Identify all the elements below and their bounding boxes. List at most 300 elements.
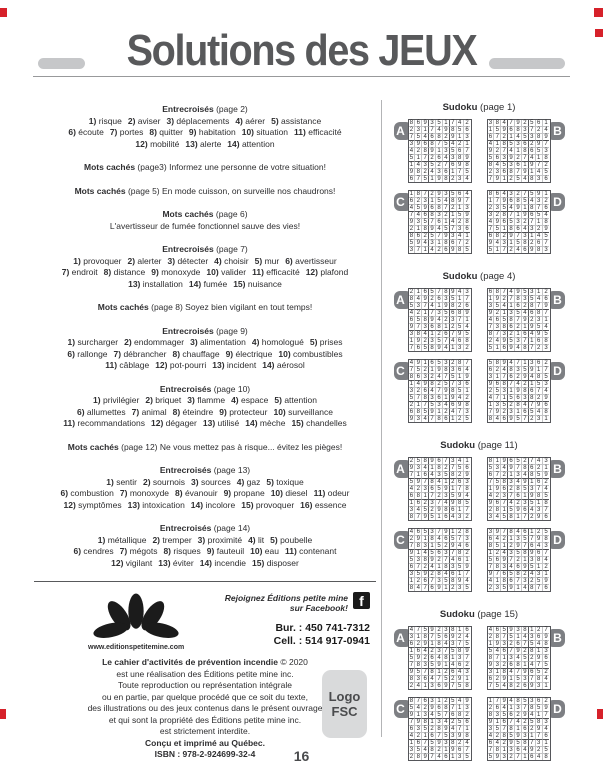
sudoku-cell: 1	[422, 247, 429, 253]
solution-item: 10) combustibles	[278, 348, 343, 359]
sudoku-cell: 3	[544, 719, 548, 725]
sudoku-cell: 3	[465, 205, 469, 211]
sudoku-cell: 4	[429, 676, 436, 683]
sudoku-cell: 9	[443, 529, 450, 536]
sudoku-cell: 7	[544, 627, 548, 633]
sudoku-cell: 9	[488, 148, 495, 155]
solution-heading: Mots cachés (page3) Informez une personne de votre situation!	[84, 162, 326, 172]
sudoku-cell: 6	[415, 345, 422, 351]
sudoku-cell: 1	[457, 134, 464, 141]
sudoku-cell: 7	[488, 683, 495, 689]
solution-item: 4) lit	[248, 534, 265, 545]
sudoku-cell: 8	[457, 310, 464, 317]
sudoku-cell: 2	[436, 381, 443, 388]
sudoku-cell: 1	[494, 578, 501, 585]
solution-item: 9) électrique	[225, 348, 273, 359]
sudoku-cell: 3	[422, 198, 429, 205]
sudoku-cell: 5	[544, 169, 548, 175]
sudoku-grid-b	[487, 119, 562, 183]
sudoku-cell: 5	[443, 676, 450, 683]
sudoku-cell: 6	[508, 712, 515, 719]
sudoku-cell: 8	[501, 578, 508, 585]
sudoku-cell: 5	[494, 479, 501, 486]
sudoku-cell: 2	[415, 578, 422, 585]
sudoku-cell: 7	[488, 226, 495, 233]
sudoku-cell: 2	[515, 683, 522, 689]
sudoku-cell: 4	[457, 698, 464, 705]
sudoku-cell: 7	[494, 472, 501, 479]
sudoku-cell: 5	[544, 662, 548, 668]
sudoku-cell: 2	[501, 409, 508, 416]
sudoku-grid-label: B	[547, 122, 565, 140]
sudoku-cell: 1	[415, 289, 422, 296]
sudoku-grid-label: A	[394, 122, 412, 140]
sudoku-cell: 4	[488, 627, 495, 634]
sudoku-cell: 2	[544, 564, 548, 570]
sudoku-cell: 2	[522, 219, 529, 226]
sudoku-cell: 5	[494, 683, 501, 689]
sudoku-cell: 1	[544, 191, 548, 197]
sudoku-cell: 2	[501, 472, 508, 479]
sudoku-cell: 8	[465, 733, 469, 739]
sudoku-cell: 7	[544, 310, 548, 316]
sudoku-cell: 1	[415, 226, 422, 233]
sudoku-cell: 1	[436, 564, 443, 571]
sudoku-cell: 9	[450, 134, 457, 141]
sudoku-cell: 7	[501, 289, 508, 296]
sudoku-cell: 6	[494, 317, 501, 324]
sudoku-cell: 7	[450, 120, 457, 127]
sudoku-cell: 2	[409, 536, 416, 543]
sudoku-cell: 7	[422, 191, 429, 198]
sudoku-cell: 7	[409, 662, 416, 669]
sudoku-cell: 8	[508, 317, 515, 324]
sudoku-cell: 6	[529, 754, 536, 760]
sudoku-cell: 2	[409, 226, 416, 233]
sudoku-cell: 7	[544, 712, 548, 718]
sudoku-cell: 3	[450, 641, 457, 648]
sudoku-cell: 1	[409, 191, 416, 198]
sudoku-cell: 2	[536, 345, 543, 351]
sudoku-cell: 3	[436, 310, 443, 317]
sudoku-cell: 9	[457, 331, 464, 338]
solution-item: 14) incendie	[199, 557, 247, 568]
sudoku-cell: 8	[515, 296, 522, 303]
solution-heading: Entrecroisés (page 7)	[162, 244, 248, 254]
sudoku-cell: 4	[436, 754, 443, 760]
solution-block	[32, 384, 378, 430]
sudoku-cell: 6	[429, 733, 436, 740]
sudoku-cell: 8	[429, 381, 436, 388]
sudoku-cell: 1	[522, 754, 529, 760]
sudoku-cell: 9	[488, 500, 495, 507]
sudoku-cell: 2	[515, 191, 522, 198]
sudoku-cell: 5	[429, 233, 436, 240]
sudoku-cell: 5	[494, 388, 501, 395]
sudoku-cell: 6	[429, 585, 436, 591]
sudoku-cell: 1	[494, 374, 501, 381]
sudoku-cell: 6	[422, 472, 429, 479]
sudoku-cell: 7	[515, 233, 522, 240]
sudoku-cell: 6	[529, 212, 536, 219]
sudoku-cell: 2	[488, 205, 495, 212]
solution-item: 13) installation	[128, 278, 183, 289]
solution-item: 14) incolore	[190, 499, 236, 510]
sudoku-cell: 8	[415, 191, 422, 198]
sudoku-cell: 9	[415, 655, 422, 662]
sudoku-cell: 6	[450, 240, 457, 247]
sudoku-cell: 5	[529, 500, 536, 507]
sudoku-cell: 6	[465, 127, 469, 133]
sudoku-cell: 3	[544, 458, 548, 464]
sudoku-cell: 1	[508, 388, 515, 395]
sudoku-cell: 8	[494, 507, 501, 514]
sudoku-cell: 1	[544, 416, 548, 422]
sudoku-cell: 3	[515, 338, 522, 345]
sudoku-cell: 9	[422, 120, 429, 127]
sudoku-cell: 8	[457, 550, 464, 557]
sudoku-cell: 7	[544, 367, 548, 373]
sudoku-cell: 3	[536, 571, 543, 578]
sudoku-cell: 3	[422, 662, 429, 669]
sudoku-cell: 7	[429, 493, 436, 500]
sudoku-cell: 8	[544, 155, 548, 161]
sudoku-cell: 7	[415, 324, 422, 331]
sudoku-grid-label: C	[394, 193, 412, 211]
sudoku-cell: 9	[522, 374, 529, 381]
sudoku-cell: 8	[436, 134, 443, 141]
solution-heading: Entrecroisés (page 10)	[159, 383, 251, 394]
sudoku-cell: 3	[501, 331, 508, 338]
sudoku-cell: 7	[422, 155, 429, 162]
sudoku-cell: 4	[443, 155, 450, 162]
sudoku-grid	[487, 697, 551, 761]
sudoku-cell: 8	[501, 479, 508, 486]
sudoku-cell: 4	[450, 514, 457, 520]
sudoku-cell: 8	[443, 507, 450, 514]
sudoku-cell: 9	[409, 416, 416, 422]
contact-block	[225, 592, 370, 648]
sudoku-cell: 2	[443, 134, 450, 141]
sudoku-cell: 3	[515, 472, 522, 479]
sudoku-cell: 1	[522, 324, 529, 331]
sudoku-grid-label: C	[394, 700, 412, 718]
sudoku-cell: 8	[409, 233, 416, 240]
sudoku-cell: 5	[501, 514, 508, 520]
sudoku-cell: 2	[494, 212, 501, 219]
sudoku-cell: 4	[522, 226, 529, 233]
solution-item: 3) alimentation	[190, 337, 246, 347]
sudoku-cell: 8	[501, 324, 508, 331]
solution-block	[32, 326, 378, 372]
sudoku-cell: 1	[450, 655, 457, 662]
sudoku-cell: 1	[429, 198, 436, 205]
sudoku-cell: 8	[501, 212, 508, 219]
sudoku-cell: 9	[544, 705, 548, 711]
sudoku-cell: 9	[465, 698, 469, 704]
sudoku-cell: 3	[422, 324, 429, 331]
sudoku-cell: 9	[522, 169, 529, 176]
solution-item: 1) provoquer	[73, 255, 122, 266]
sudoku-cell: 5	[515, 676, 522, 683]
sudoku-cell: 7	[422, 740, 429, 747]
sudoku-cell: 6	[501, 648, 508, 655]
sudoku-cell: 3	[457, 655, 464, 662]
sudoku-cell: 1	[436, 240, 443, 247]
sudoku-grid	[408, 190, 472, 254]
sudoku-cell: 5	[429, 550, 436, 557]
sudoku-cell: 2	[457, 634, 464, 641]
sudoku-cell: 3	[529, 698, 536, 705]
sudoku-cell: 9	[488, 719, 495, 726]
solution-item: 10) surveillance	[273, 406, 334, 417]
sudoku-cell: 2	[422, 500, 429, 507]
sudoku-cell: 8	[488, 191, 495, 198]
sudoku-cell: 9	[443, 683, 450, 689]
sudoku-cell: 5	[465, 169, 469, 175]
sudoku-cell: 6	[508, 198, 515, 205]
sudoku-cell: 3	[415, 127, 422, 134]
sudoku-cell: 9	[508, 740, 515, 747]
sudoku-cell: 2	[450, 176, 457, 182]
sudoku-cell: 8	[422, 719, 429, 726]
sudoku-cell: 8	[488, 162, 495, 169]
sudoku-cell: 3	[415, 676, 422, 683]
sudoku-sections	[384, 102, 574, 761]
sudoku-cell: 6	[436, 155, 443, 162]
sudoku-grid-label: D	[547, 531, 565, 549]
sudoku-cell: 8	[465, 486, 469, 492]
sudoku-cell: 8	[422, 634, 429, 641]
sudoku-cell: 5	[494, 726, 501, 733]
sudoku-cell: 3	[515, 705, 522, 712]
sudoku-cell: 4	[488, 493, 495, 500]
sudoku-cell: 2	[443, 543, 450, 550]
sudoku-cell: 9	[436, 507, 443, 514]
sudoku-cell: 4	[422, 240, 429, 247]
sudoku-cell: 6	[457, 747, 464, 754]
sudoku-cell: 3	[415, 557, 422, 564]
sudoku-cell: 7	[436, 289, 443, 296]
sudoku-cell: 8	[494, 289, 501, 296]
sudoku-cell: 9	[465, 212, 469, 218]
sudoku-cell: 3	[501, 388, 508, 395]
sudoku-cell: 3	[443, 296, 450, 303]
sudoku-cell: 7	[529, 219, 536, 226]
sudoku-cell: 2	[494, 493, 501, 500]
sudoku-cell: 5	[488, 557, 495, 564]
sudoku-cell: 5	[457, 564, 464, 571]
sudoku-grid-label: B	[547, 460, 565, 478]
sudoku-cell: 8	[436, 416, 443, 422]
facebook-invite-line1: Rejoignez Éditions petite mine	[224, 593, 348, 603]
sudoku-cell: 4	[501, 705, 508, 712]
sudoku-cell: 9	[536, 726, 543, 733]
sudoku-cell: 2	[529, 240, 536, 247]
sudoku-cell: 2	[536, 127, 543, 134]
sudoku-cell: 1	[465, 317, 469, 323]
sudoku-cell: 3	[488, 303, 495, 310]
sudoku-cell: 4	[494, 536, 501, 543]
sudoku-cell: 9	[522, 317, 529, 324]
sudoku-cell: 6	[515, 493, 522, 500]
sudoku-cell: 3	[494, 402, 501, 409]
sudoku-cell: 4	[508, 289, 515, 296]
sudoku-cell: 7	[501, 529, 508, 536]
copyright-title: Le cahier d'activités de prévention incendie	[102, 657, 278, 667]
solution-item: 15) nuisance	[233, 278, 282, 289]
sudoku-cell: 8	[536, 247, 543, 253]
sudoku-cell: 1	[450, 416, 457, 422]
sudoku-grid	[487, 119, 551, 183]
sudoku-cell: 6	[544, 205, 548, 211]
sudoku-cell: 7	[529, 345, 536, 351]
sudoku-cell: 4	[429, 169, 436, 176]
sudoku-cell: 6	[415, 529, 422, 536]
sudoku-cell: 3	[436, 402, 443, 409]
sudoku-cell: 4	[501, 465, 508, 472]
sudoku-cell: 6	[536, 634, 543, 641]
sudoku-cell: 8	[488, 416, 495, 422]
sudoku-cell: 4	[409, 733, 416, 740]
sudoku-cell: 9	[422, 296, 429, 303]
sudoku-cell: 4	[436, 127, 443, 134]
sudoku-cell: 9	[522, 212, 529, 219]
sudoku-cell: 1	[436, 698, 443, 705]
sudoku-cell: 3	[465, 134, 469, 140]
sudoku-cell: 7	[429, 219, 436, 226]
title-decoration-bar-right	[489, 58, 565, 69]
sudoku-cell: 1	[529, 529, 536, 536]
sudoku-cell: 1	[494, 669, 501, 676]
sudoku-cell: 9	[450, 247, 457, 253]
sudoku-cell: 6	[436, 683, 443, 689]
sudoku-cell: 6	[508, 127, 515, 134]
sudoku-cell: 7	[529, 127, 536, 134]
sudoku-cell: 8	[422, 148, 429, 155]
sudoku-cell: 2	[522, 719, 529, 726]
sudoku-cell: 9	[515, 120, 522, 127]
sudoku-cell: 3	[536, 416, 543, 422]
sudoku-cell: 7	[465, 571, 469, 577]
sudoku-cell: 5	[508, 395, 515, 402]
sudoku-cell: 2	[508, 402, 515, 409]
sudoku-cell: 7	[415, 698, 422, 705]
sudoku-cell: 4	[529, 571, 536, 578]
sudoku-cell: 5	[501, 205, 508, 212]
sudoku-cell: 5	[409, 395, 416, 402]
sudoku-cell: 9	[522, 669, 529, 676]
sudoku-cell: 7	[409, 367, 416, 374]
sudoku-column	[384, 102, 574, 778]
sudoku-cell: 1	[515, 212, 522, 219]
sudoku-cell: 5	[508, 507, 515, 514]
sudoku-cell: 8	[488, 331, 495, 338]
sudoku-cell: 1	[501, 655, 508, 662]
sudoku-cell: 9	[529, 367, 536, 374]
sudoku-cell: 8	[536, 310, 543, 317]
sudoku-cell: 4	[465, 578, 469, 584]
sudoku-cell: 1	[409, 740, 416, 747]
sudoku-cell: 1	[457, 205, 464, 212]
solution-item: 8) quitter	[149, 127, 183, 137]
solution-item: 7) mégots	[119, 546, 158, 556]
sudoku-cell: 6	[508, 374, 515, 381]
sudoku-cell: 5	[529, 641, 536, 648]
sudoku-cell: 9	[415, 360, 422, 367]
solution-line	[32, 360, 378, 372]
solution-item: 3) proximité	[197, 534, 243, 545]
sudoku-section-title: Sudoku (page 1)	[442, 102, 516, 113]
sudoku-cell: 4	[544, 557, 548, 563]
sudoku-cell: 4	[422, 416, 429, 422]
sudoku-cell: 7	[544, 141, 548, 147]
sudoku-cell: 4	[457, 543, 464, 550]
facebook-row	[225, 592, 370, 613]
sudoku-cell: 8	[450, 303, 457, 310]
sudoku-cell: 4	[422, 331, 429, 338]
sudoku-grid-b	[487, 288, 562, 352]
sudoku-cell: 8	[515, 127, 522, 134]
sudoku-cell: 6	[536, 338, 543, 345]
sudoku-cell: 4	[501, 303, 508, 310]
sudoku-cell: 5	[415, 134, 422, 141]
sudoku-cell: 9	[488, 381, 495, 388]
sudoku-cell: 8	[429, 212, 436, 219]
solution-item: 1) risque	[88, 115, 122, 126]
sudoku-cell: 2	[465, 550, 469, 556]
sudoku-cell: 9	[494, 486, 501, 493]
solution-line	[32, 546, 378, 558]
sudoku-cell: 4	[536, 641, 543, 648]
sudoku-section	[384, 440, 574, 592]
sudoku-cell: 3	[450, 155, 457, 162]
publisher-website: www.editionspetitemine.com	[88, 643, 185, 651]
sudoku-cell: 8	[508, 169, 515, 176]
sudoku-cell: 7	[422, 669, 429, 676]
sudoku-cell: 8	[415, 331, 422, 338]
sudoku-cell: 6	[522, 141, 529, 148]
sudoku-cell: 1	[465, 676, 469, 682]
sudoku-cell: 1	[415, 155, 422, 162]
sudoku-cell: 7	[465, 507, 469, 513]
sudoku-cell: 1	[443, 395, 450, 402]
sudoku-cell: 3	[457, 176, 464, 182]
sudoku-cell: 6	[409, 317, 416, 324]
sudoku-cell: 2	[515, 712, 522, 719]
sudoku-cell: 6	[443, 754, 450, 760]
sudoku-cell: 5	[522, 289, 529, 296]
sudoku-cell: 1	[529, 233, 536, 240]
sudoku-cell: 3	[429, 500, 436, 507]
sudoku-cell: 4	[450, 409, 457, 416]
sudoku-cell: 9	[450, 500, 457, 507]
sudoku-cell: 6	[488, 367, 495, 374]
sudoku-cell: 2	[522, 303, 529, 310]
sudoku-cell: 6	[457, 367, 464, 374]
sudoku-cell: 5	[409, 557, 416, 564]
sudoku-cell: 7	[494, 134, 501, 141]
sudoku-cell: 7	[522, 641, 529, 648]
solution-item: 13) éviter	[158, 557, 194, 568]
sudoku-cell: 2	[465, 514, 469, 520]
sudoku-cell: 9	[494, 296, 501, 303]
sudoku-cell: 5	[457, 388, 464, 395]
sudoku-grid-c	[396, 190, 472, 254]
sudoku-cell: 8	[529, 176, 536, 182]
sudoku-cell: 4	[465, 367, 469, 373]
sudoku-cell: 9	[429, 317, 436, 324]
